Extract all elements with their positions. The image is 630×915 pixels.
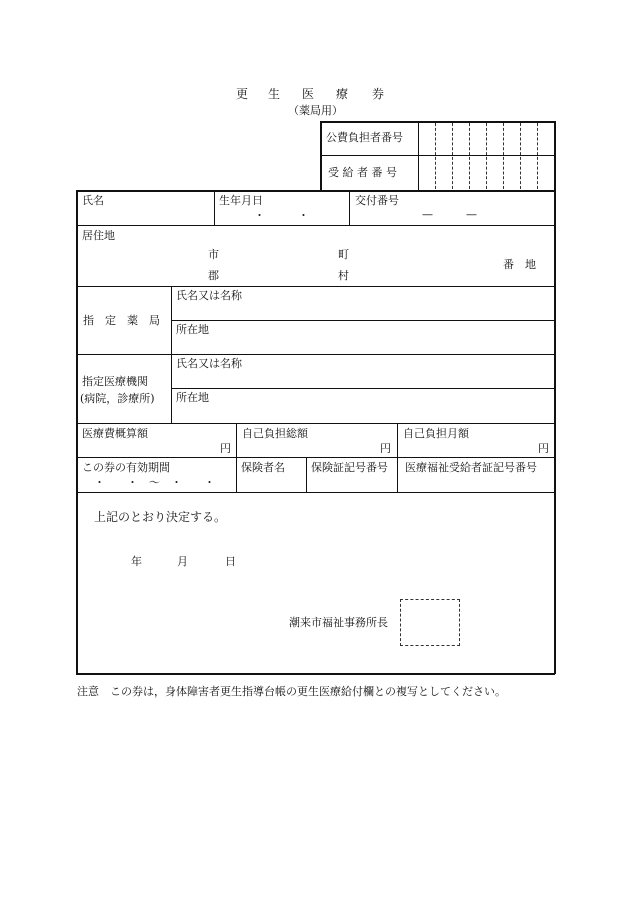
row1-divider-2 bbox=[349, 191, 350, 225]
public-burden-label: 公費負担者番号 bbox=[326, 131, 403, 144]
self-monthly-yen: 円 bbox=[538, 442, 549, 455]
name-label: 氏名 bbox=[82, 194, 104, 207]
address-village: 村 bbox=[338, 269, 349, 282]
address-bottom bbox=[77, 286, 554, 287]
pharmacy-bottom bbox=[77, 354, 554, 355]
digit-divider-7 bbox=[537, 123, 538, 189]
official-title: 潮来市福祉事務所長 bbox=[289, 616, 388, 629]
title-char-5: 券 bbox=[372, 87, 385, 101]
self-total-label: 自己負担総額 bbox=[242, 427, 308, 440]
self-total-yen: 円 bbox=[380, 442, 391, 455]
validity-bottom bbox=[77, 492, 554, 493]
costs-divider-1 bbox=[236, 424, 237, 492]
insurer-label: 保険者名 bbox=[241, 461, 285, 474]
subtitle: （薬局用） bbox=[288, 104, 343, 117]
medical-divider bbox=[171, 355, 172, 423]
issue-dashes: — — bbox=[422, 208, 477, 221]
digit-divider-3 bbox=[469, 123, 470, 189]
medical-location-label: 所在地 bbox=[176, 391, 209, 404]
digit-divider-4 bbox=[486, 123, 487, 189]
costs-bottom bbox=[77, 457, 554, 458]
medical-mid bbox=[172, 388, 554, 389]
estimate-yen: 円 bbox=[220, 442, 231, 455]
address-town: 町 bbox=[338, 248, 349, 261]
digit-divider-2 bbox=[452, 123, 453, 189]
address-banchi: 番 地 bbox=[503, 258, 536, 271]
note-text: 注意 この券は，身体障害者更生指導台帳の更生医療給付欄との複写としてください。 bbox=[77, 685, 506, 698]
recipient-label: 受 給 者 番 号 bbox=[328, 166, 397, 179]
address-city: 市 bbox=[208, 248, 219, 261]
welfare-no-label: 医療福祉受給者証記号番号 bbox=[405, 461, 537, 474]
digit-divider-1 bbox=[435, 123, 436, 189]
decision-day: 日 bbox=[225, 555, 236, 568]
row1-bottom bbox=[77, 225, 554, 226]
self-monthly-label: 自己負担月額 bbox=[403, 427, 469, 440]
title-char-3: 医 bbox=[302, 87, 315, 101]
decision-year: 年 bbox=[131, 555, 142, 568]
form-right-border bbox=[554, 121, 556, 674]
medical-bottom bbox=[77, 423, 554, 424]
digit-divider-5 bbox=[503, 123, 504, 189]
title-char-1: 更 bbox=[236, 87, 249, 101]
decision-text: 上記のとおり決定する。 bbox=[94, 510, 227, 524]
form-left-border bbox=[76, 190, 78, 674]
header-box-divider bbox=[418, 122, 419, 190]
pharmacy-location-label: 所在地 bbox=[176, 323, 209, 336]
form-bottom-border bbox=[76, 673, 555, 675]
validity-dates: ・ ・ 〜 ・ ・ bbox=[94, 476, 215, 489]
pharmacy-label: 指 定 薬 局 bbox=[83, 314, 160, 327]
pharmacy-mid bbox=[172, 320, 554, 321]
validity-divider-3 bbox=[306, 458, 307, 492]
birth-label: 生年月日 bbox=[219, 194, 263, 207]
header-box-left bbox=[320, 121, 322, 191]
validity-label: この券の有効期間 bbox=[82, 461, 170, 474]
estimate-label: 医療費概算額 bbox=[82, 427, 148, 440]
title-char-2: 生 bbox=[268, 87, 281, 101]
form-top-border bbox=[76, 190, 555, 192]
seal-box bbox=[400, 599, 460, 646]
row1-divider-1 bbox=[214, 191, 215, 225]
issue-label: 交付番号 bbox=[355, 194, 399, 207]
address-gun: 郡 bbox=[208, 269, 219, 282]
pharmacy-name-label: 氏名又は名称 bbox=[176, 289, 242, 302]
birth-dots: ・ ・ bbox=[254, 209, 309, 222]
decision-month: 月 bbox=[177, 555, 188, 568]
medical-name-label: 氏名又は名称 bbox=[176, 357, 242, 370]
medical-label-line1: 指定医療機関 bbox=[82, 375, 148, 388]
insurance-no-label: 保険証記号番号 bbox=[311, 461, 388, 474]
costs-divider-2 bbox=[397, 424, 398, 492]
digit-divider-6 bbox=[520, 123, 521, 189]
address-label: 居住地 bbox=[82, 229, 115, 242]
title-char-4: 療 bbox=[336, 87, 349, 101]
medical-label-line2: (病院，診療所) bbox=[80, 392, 155, 405]
